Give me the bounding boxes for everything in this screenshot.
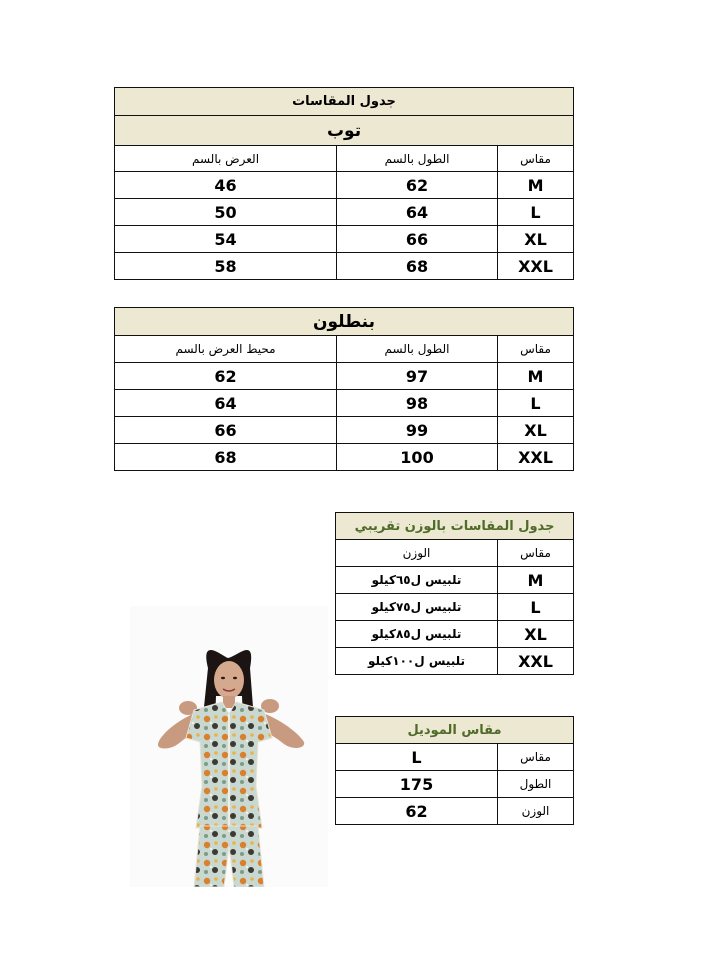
cell-waist: 64	[115, 390, 337, 417]
cell-weight: تلبيس ل٦٥كيلو	[336, 567, 498, 594]
cell-length: 99	[337, 417, 498, 444]
value-height: 175	[336, 771, 498, 798]
size-chart-title: جدول المقاسات	[115, 88, 574, 116]
top-subtitle: توب	[115, 116, 574, 146]
table-row	[115, 226, 574, 253]
model-figure-icon	[130, 606, 328, 887]
table-row	[115, 172, 574, 199]
table-row	[336, 567, 574, 594]
header-waist: محيط العرض بالسم	[115, 336, 337, 363]
cell-length: 66	[337, 226, 498, 253]
cell-length: 68	[337, 253, 498, 280]
cell-size: XL	[498, 417, 574, 444]
model-size-table	[335, 716, 574, 825]
table-row	[336, 621, 574, 648]
cell-width: 58	[115, 253, 337, 280]
weight-table-title: جدول المقاسات بالوزن تقريبي	[336, 513, 574, 540]
table-row	[115, 444, 574, 471]
table-row	[115, 417, 574, 444]
cell-size: L	[498, 594, 574, 621]
cell-size: M	[498, 567, 574, 594]
table-row	[336, 771, 574, 798]
cell-waist: 62	[115, 363, 337, 390]
header-size: مقاس	[498, 540, 574, 567]
table-row	[115, 390, 574, 417]
cell-size: XXL	[498, 648, 574, 675]
header-weight: الوزن	[336, 540, 498, 567]
cell-width: 46	[115, 172, 337, 199]
header-length: الطول بالسم	[337, 146, 498, 172]
table-row	[336, 648, 574, 675]
top-size-table	[114, 87, 574, 280]
cell-size: XXL	[498, 253, 574, 280]
cell-size: L	[498, 390, 574, 417]
pants-size-table	[114, 307, 574, 471]
cell-size: M	[498, 172, 574, 199]
cell-size: XL	[498, 621, 574, 648]
cell-length: 98	[337, 390, 498, 417]
table-row	[115, 253, 574, 280]
cell-width: 54	[115, 226, 337, 253]
cell-size: M	[498, 363, 574, 390]
cell-length: 100	[337, 444, 498, 471]
model-table-title: مقاس الموديل	[336, 717, 574, 744]
label-size: مقاس	[498, 744, 574, 771]
cell-weight: تلبيس ل٨٥كيلو	[336, 621, 498, 648]
table-row	[115, 199, 574, 226]
header-size: مقاس	[498, 336, 574, 363]
header-length: الطول بالسم	[337, 336, 498, 363]
header-width: العرض بالسم	[115, 146, 337, 172]
cell-weight: تلبيس ل١٠٠كيلو	[336, 648, 498, 675]
table-row	[336, 594, 574, 621]
cell-size: XXL	[498, 444, 574, 471]
label-height: الطول	[498, 771, 574, 798]
table-row	[115, 363, 574, 390]
cell-width: 50	[115, 199, 337, 226]
cell-size: L	[498, 199, 574, 226]
value-size: L	[336, 744, 498, 771]
header-size: مقاس	[498, 146, 574, 172]
cell-weight: تلبيس ل٧٥كيلو	[336, 594, 498, 621]
cell-waist: 66	[115, 417, 337, 444]
weight-size-table	[335, 512, 574, 675]
cell-waist: 68	[115, 444, 337, 471]
cell-length: 97	[337, 363, 498, 390]
cell-length: 64	[337, 199, 498, 226]
pants-title: بنطلون	[115, 308, 574, 336]
model-photo	[130, 606, 328, 887]
table-row	[336, 798, 574, 825]
table-row	[336, 744, 574, 771]
value-weight: 62	[336, 798, 498, 825]
cell-length: 62	[337, 172, 498, 199]
label-weight: الوزن	[498, 798, 574, 825]
cell-size: XL	[498, 226, 574, 253]
